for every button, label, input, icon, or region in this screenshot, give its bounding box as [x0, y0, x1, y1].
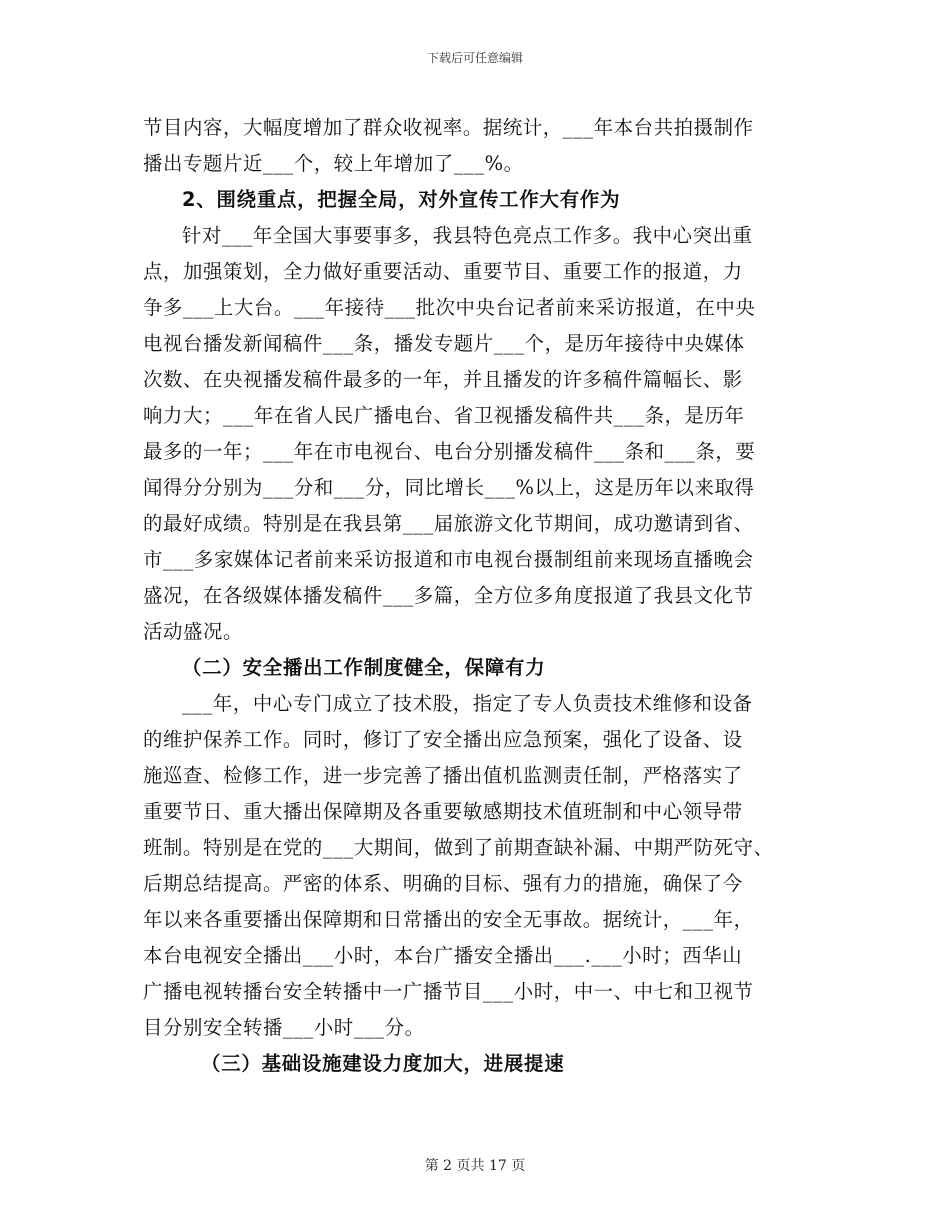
paragraph-start: ___年，中心专门成立了技术股，指定了专人负责技术维修和设备: [182, 692, 753, 715]
body-line: 节目内容，大幅度增加了群众收视率。据统计，___年本台共拍摄制作: [143, 116, 754, 139]
body-line: 重要节日、重大播出保障期及各重要敏感期技术值班制和中心领导带: [143, 800, 743, 823]
section-heading: 2、围绕重点，把握全局，对外宣传工作大有作为: [182, 188, 621, 211]
paragraph-start: 针对___年全国大事要事多，我县特色亮点工作多。我中心突出重: [182, 224, 753, 247]
body-line: 施巡查、检修工作，进一步完善了播出值机监测责任制，严格落实了: [143, 764, 743, 787]
body-line: 班制。特别是在党的___大期间，做到了前期查缺补漏、中期严防死守、: [143, 836, 774, 859]
body-line: 电视台播发新闻稿件___条，播发专题片___个，是历年接待中央媒体: [143, 332, 745, 355]
body-line: 争多___上大台。___年接待___批次中央台记者前来采访报道，在中央: [143, 296, 756, 319]
page-header: 下载后可任意编辑: [426, 51, 523, 65]
body-line: 市___多家媒体记者前来采访报道和市电视台摄制组前来现场直播晚会: [143, 548, 754, 571]
body-line: 后期总结提高。严密的体系、明确的目标、强有力的措施，确保了今: [143, 872, 743, 895]
body-line: 响力大；___年在省人民广播电台、省卫视播发稿件共___条，是历年: [143, 404, 745, 427]
page-footer: 第 2 页共 17 页: [424, 1158, 526, 1174]
section-heading: （二）安全播出工作制度健全，保障有力: [182, 656, 546, 679]
body-line: 次数、在央视播发稿件最多的一年，并且播发的许多稿件篇幅长、影: [143, 368, 743, 391]
body-line: 的维护保养工作。同时，修订了安全播出应急预案，强化了设备、设: [143, 728, 743, 751]
body-line: 年以来各重要播出保障期和日常播出的安全无事故。据统计，___年，: [143, 908, 754, 931]
document-body: [143, 110, 823, 1082]
body-line: 最多的一年；___年在市电视台、电台分别播发稿件___条和___条，要: [143, 440, 756, 463]
body-line: 盛况，在各级媒体播发稿件___多篇，全方位多角度报道了我县文化节: [143, 584, 754, 607]
body-line: 闻得分分别为___分和___分，同比增长___%以上，这是历年以来取得: [143, 476, 755, 499]
body-line: 的最好成绩。特别是在我县第___届旅游文化节期间，成功邀请到省、: [143, 512, 754, 535]
body-line: 活动盛况。: [143, 620, 243, 643]
body-line: 本台电视安全播出___小时，本台广播安全播出___.___小时；西华山: [143, 944, 743, 967]
body-line: 广播电视转播台安全转播中一广播节目___小时，中一、中七和卫视节: [143, 980, 754, 1003]
body-line: 播出专题片近___个，较上年增加了___%。: [143, 152, 524, 175]
section-heading: （三）基础设施建设力度加大，进展提速: [201, 1052, 565, 1075]
body-line: 点，加强策划，全力做好重要活动、重要节目、重要工作的报道，力: [143, 260, 743, 283]
body-line: 目分别安全转播___小时___分。: [143, 1016, 425, 1039]
